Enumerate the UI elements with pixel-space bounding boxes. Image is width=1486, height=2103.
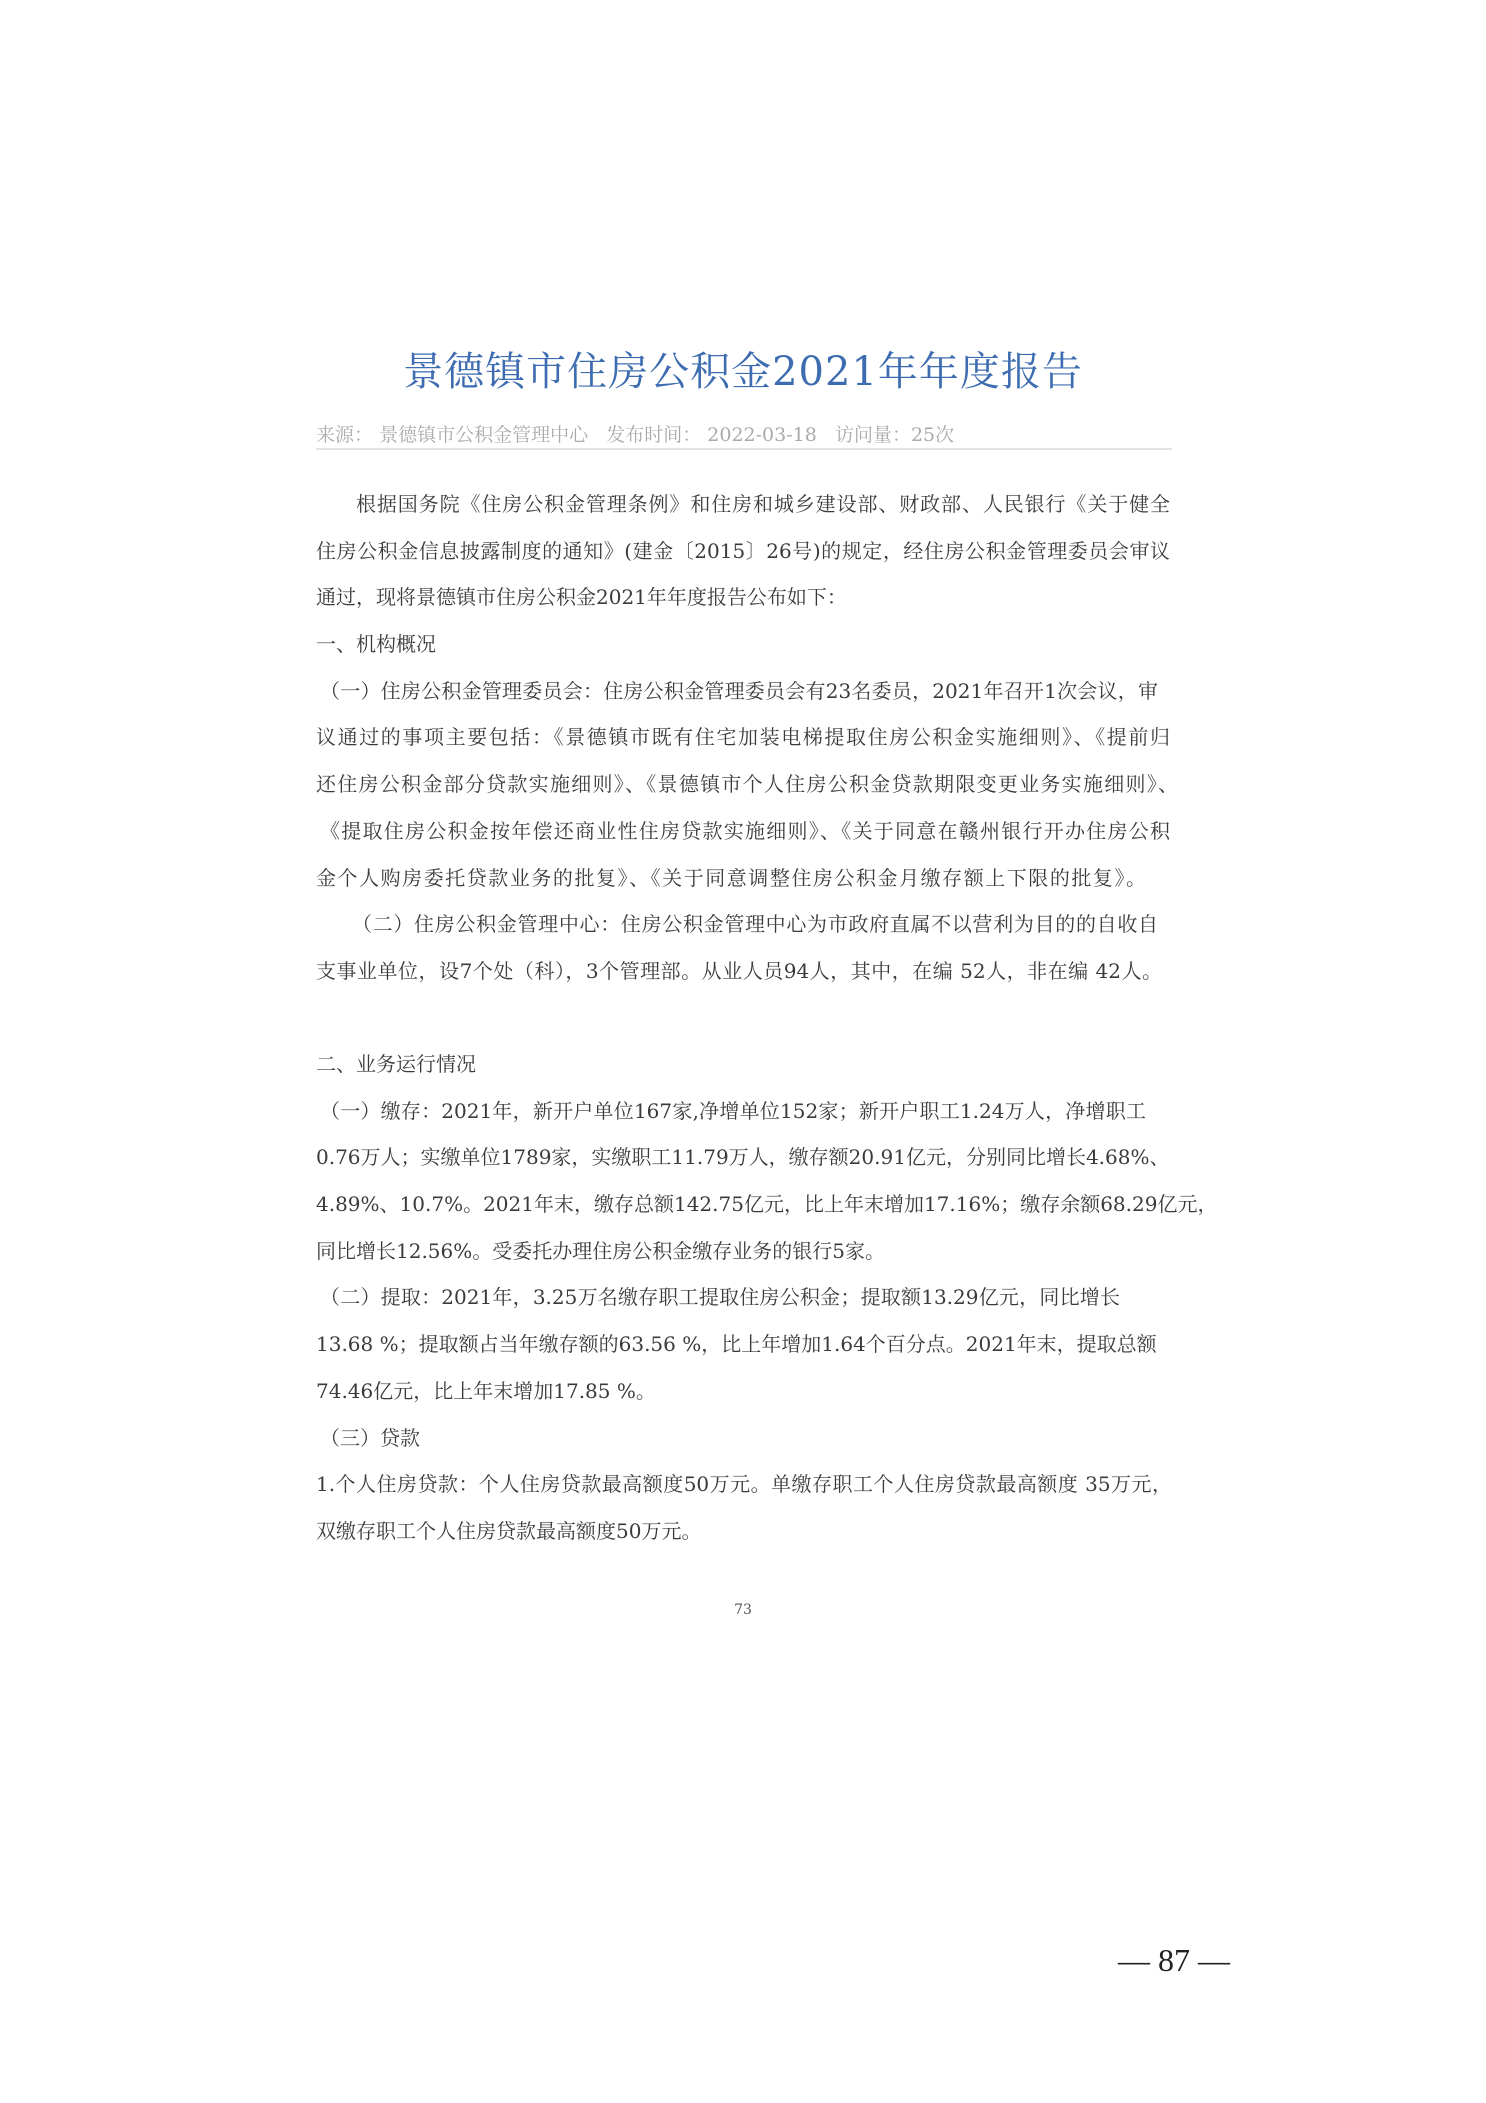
published-date: 2022-03-18 [707, 424, 817, 446]
source: 景德镇市公积金管理中心 [379, 424, 589, 446]
document-title: 景德镇市住房公积金2021年年度报告 [403, 349, 1083, 395]
body-line: 支事业单位，设7个处（科），3个管理部。从业人员94人，其中，在编 52人，非在编 42人。 [316, 959, 1162, 983]
source-label: 来源： [316, 424, 374, 446]
page-number: — 87 — [1118, 1942, 1230, 1978]
body-line: （一）住房公积金管理委员会：住房公积金管理委员会有23名委员，2021年召开1次会议，审 [320, 679, 1158, 703]
section-heading: 一、机构概况 [316, 632, 436, 656]
views-label: 访问量： [834, 424, 911, 446]
body-line: 还住房公积金部分贷款实施细则》、《景德镇市个人住房公积金贷款期限变更业务实施细则》、 [316, 772, 1178, 796]
body-line: 1.个人住房贷款：个人住房贷款最高额度50万元。单缴存职工个人住房贷款最高额度 35万元， [316, 1472, 1172, 1496]
body-line: （二）住房公积金管理中心：住房公积金管理中心为市政府直属不以营利为目的的自收自 [352, 912, 1158, 936]
body-line: 0.76万人；实缴单位1789家，实缴职工11.79万人，缴存额20.91亿元，分别同比增长4.68%、 [316, 1145, 1170, 1169]
body-line: （一）缴存：2021年，新开户单位167家,净增单位152家；新开户职工1.24万人，净增职工 [320, 1099, 1146, 1123]
published-label: 发布时间： [606, 424, 702, 446]
section-heading: 二、业务运行情况 [316, 1052, 476, 1076]
inner-page-number: 73 [734, 1602, 752, 1618]
body-line: 住房公积金信息披露制度的通知》(建金〔2015〕26号)的规定，经住房公积金管理委员会审议 [316, 539, 1170, 563]
body-line: 《提取住房公积金按年偿还商业性住房贷款实施细则》、《关于同意在赣州银行开办住房公积 [320, 819, 1170, 843]
divider [316, 448, 1172, 450]
body-line: 4.89%、10.7%。2021年末，缴存总额142.75亿元，比上年末增加17.16%；缴存余额68.29亿元， [316, 1192, 1218, 1216]
body-line: （二）提取：2021年，3.25万名缴存职工提取住房公积金；提取额13.29亿元，同比增长 [320, 1285, 1120, 1309]
body-line: 金个人购房委托贷款业务的批复》、《关于同意调整住房公积金月缴存额上下限的批复》。 [316, 866, 1146, 890]
body-line: 通过，现将景德镇市住房公积金2021年年度报告公布如下： [316, 585, 847, 609]
body-line: 根据国务院《住房公积金管理条例》和住房和城乡建设部、财政部、人民银行《关于健全 [356, 492, 1170, 516]
body-line: 双缴存职工个人住房贷款最高额度50万元。 [316, 1519, 702, 1543]
body-line: 同比增长12.56%。受委托办理住房公积金缴存业务的银行5家。 [316, 1239, 885, 1263]
meta-line [316, 420, 954, 447]
views-count: 25次 [910, 424, 955, 446]
body-line: 74.46亿元，比上年末增加17.85 %。 [316, 1379, 656, 1403]
subsection-heading: （三）贷款 [320, 1426, 420, 1450]
body-line: 13.68 %；提取额占当年缴存额的63.56 %，比上年增加1.64个百分点。2021年末，提取总额 [316, 1332, 1157, 1356]
body-line: 议通过的事项主要包括：《景德镇市既有住宅加装电梯提取住房公积金实施细则》、《提前归 [316, 725, 1170, 749]
